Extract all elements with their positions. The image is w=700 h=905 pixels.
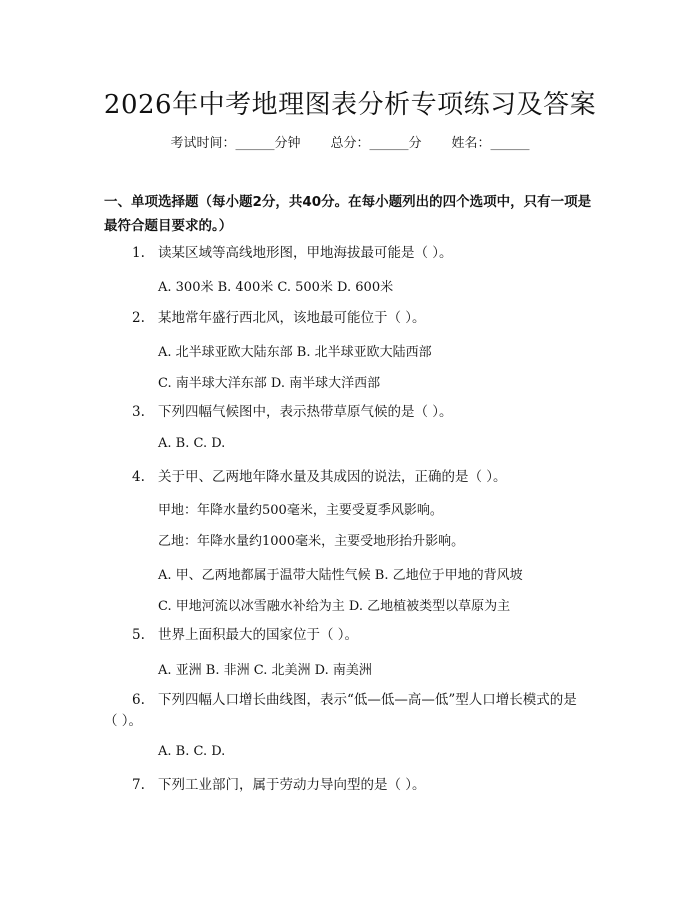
question-6-stem-continuation: （ ）。 [104,713,143,729]
question-3-options: A. B. C. D. [158,436,226,451]
question-2 [132,307,426,329]
question-number: 5. [132,627,145,643]
question-6 [132,689,577,711]
question-number: 6. [132,692,145,708]
question-stem: 读某区域等高线地形图，甲地海拔最可能是（ ）。 [158,245,453,261]
question-number: 2. [132,310,145,326]
total-score-field: 总分：______分 [330,136,422,151]
question-number: 1. [132,245,145,261]
question-4-options-line-2: C. 甲地河流以冰雪融水补给为主 D. 乙地植被类型以草原为主 [158,599,511,614]
question-4-material-1: 甲地：年降水量约500毫米，主要受夏季风影响。 [158,503,443,518]
question-4-options-line-1: A. 甲、乙两地都属于温带大陆性气候 B. 乙地位于甲地的背风坡 [158,568,523,583]
question-5 [132,624,358,646]
name-field: 姓名：______ [451,136,530,151]
question-7 [132,774,426,796]
question-2-options-line-2: C. 南半球大洋东部 D. 南半球大洋西部 [158,376,381,391]
question-number: 7. [132,777,145,793]
section-heading: 一、单项选择题（每小题2分，共40分。在每小题列出的四个选项中，只有一项是最符合题目要求的。） [104,194,592,234]
question-stem: 某地常年盛行西北风，该地最可能位于（ ）。 [158,310,426,326]
question-6-options: A. B. C. D. [158,744,226,759]
question-4-material-2: 乙地：年降水量约1000毫米，主要受地形抬升影响。 [158,534,465,549]
question-stem: 关于甲、乙两地年降水量及其成因的说法，正确的是（ ）。 [158,469,507,485]
question-stem: 下列四幅人口增长曲线图，表示“低—低—高—低”型人口增长模式的是 [158,692,577,708]
question-2-options-line-1: A. 北半球亚欧大陆东部 B. 北半球亚欧大陆西部 [158,345,432,360]
question-4 [132,466,507,488]
question-number: 4. [132,469,145,485]
question-5-options: A. 亚洲 B. 非洲 C. 北美洲 D. 南美洲 [158,663,372,678]
question-3 [132,401,453,423]
question-stem: 下列四幅气候图中，表示热带草原气候的是（ ）。 [158,404,453,420]
question-stem: 下列工业部门，属于劳动力导向型的是（ ）。 [158,777,426,793]
exam-time-field: 考试时间：______分钟 [170,136,301,151]
question-1 [132,242,453,264]
document-title: 2026年中考地理图表分析专项练习及答案 [103,90,597,120]
question-stem: 世界上面积最大的国家位于（ ）。 [158,627,359,643]
question-1-options: A. 300米 B. 400米 C. 500米 D. 600米 [158,280,394,295]
question-number: 3. [132,404,145,420]
exam-info-line [0,132,700,151]
